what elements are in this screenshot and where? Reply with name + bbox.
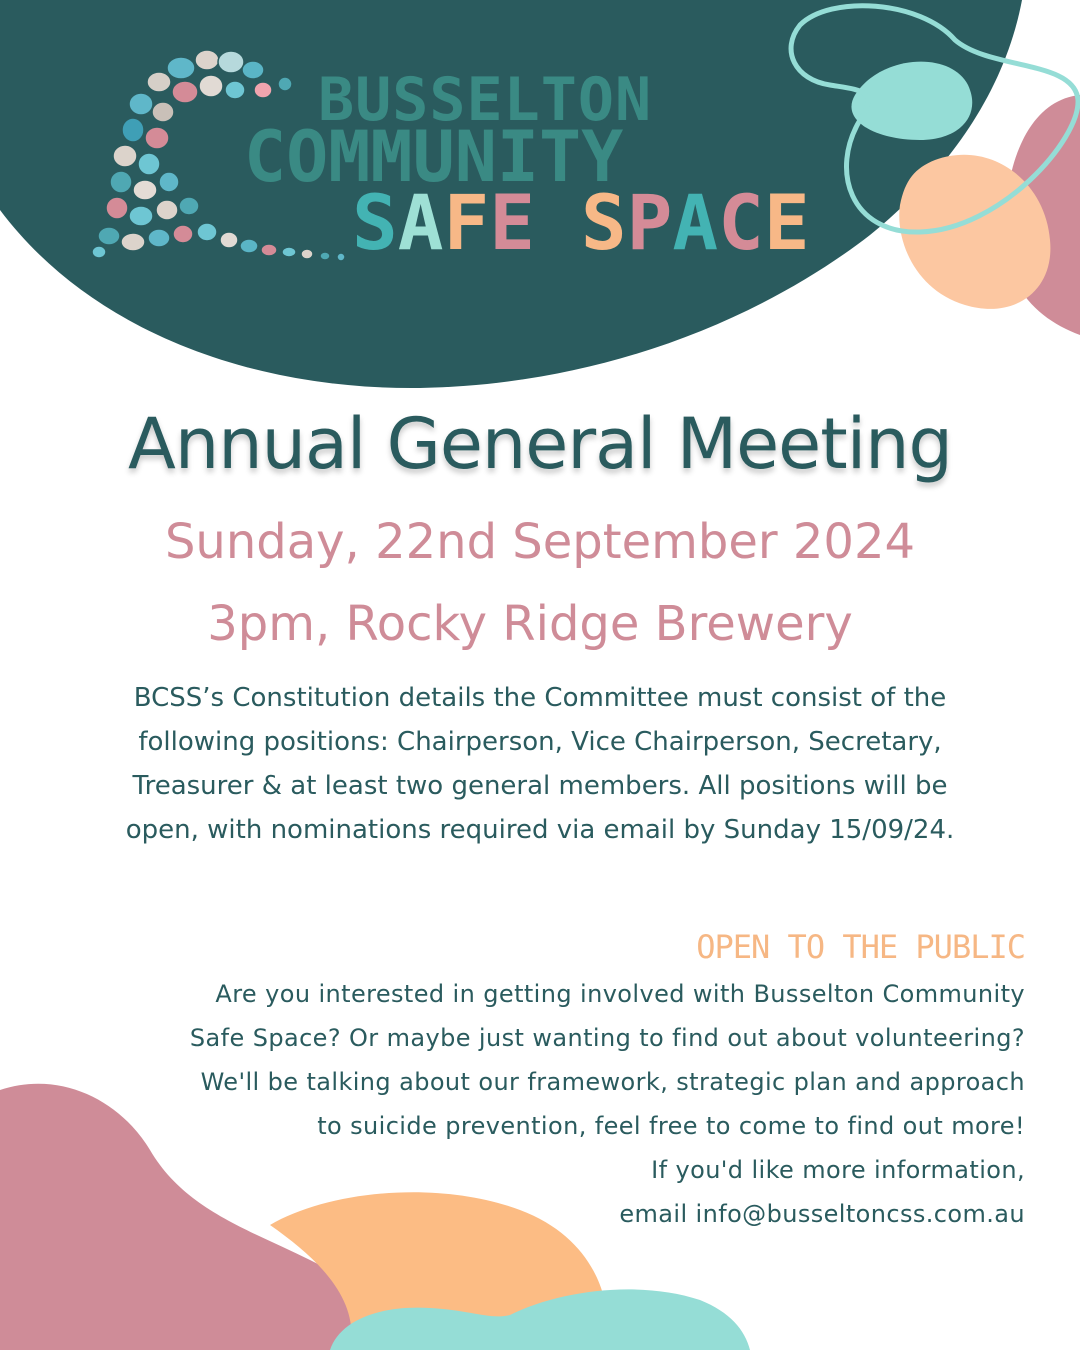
brand-letter: E: [489, 178, 536, 267]
brand-letter: P: [626, 178, 673, 267]
constitution-line: open, with nominations required via email by Sunday 15/09/24.: [125, 815, 955, 845]
public-line: to suicide prevention, feel free to come to find out more!: [317, 1112, 1025, 1140]
open-to-public-heading: OPEN TO THE PUBLIC: [696, 928, 1025, 966]
brand-letter: C: [718, 178, 764, 267]
constitution-paragraph: [55, 676, 1025, 852]
constitution-line: BCSS’s Constitution details the Committee must consist of the: [133, 683, 947, 713]
public-paragraph: [65, 972, 1025, 1236]
brand-line-safe-space: [352, 178, 810, 267]
public-email-line[interactable]: email info@busseltoncss.com.au: [619, 1200, 1025, 1228]
brand-letter: [535, 185, 581, 261]
public-line: Safe Space? Or maybe just wanting to find out about volunteering?: [189, 1024, 1025, 1052]
event-date: Sunday, 22nd September 2024: [164, 514, 916, 570]
brand-line-busselton: BUSSELTON: [318, 65, 653, 135]
public-line: If you'd like more information,: [651, 1156, 1025, 1184]
public-line: Are you interested in getting involved with Busselton Community: [215, 980, 1025, 1008]
event-time-venue: 3pm, Rocky Ridge Brewery: [207, 596, 853, 652]
brand-letter: A: [672, 178, 719, 267]
brand-letter: F: [443, 178, 490, 267]
brand-line-community: COMMUNITY: [244, 116, 624, 198]
brand-letter: A: [397, 178, 444, 267]
brand-letter: E: [763, 178, 810, 267]
brand-letter: S: [580, 178, 627, 267]
event-title: Annual General Meeting: [128, 403, 952, 485]
constitution-line: following positions: Chairperson, Vice Chairperson, Secretary,: [138, 727, 942, 757]
brand-letter: S: [352, 178, 398, 267]
constitution-line: Treasurer & at least two general members. All positions will be: [132, 771, 948, 801]
public-line: We'll be talking about our framework, strategic plan and approach: [200, 1068, 1025, 1096]
